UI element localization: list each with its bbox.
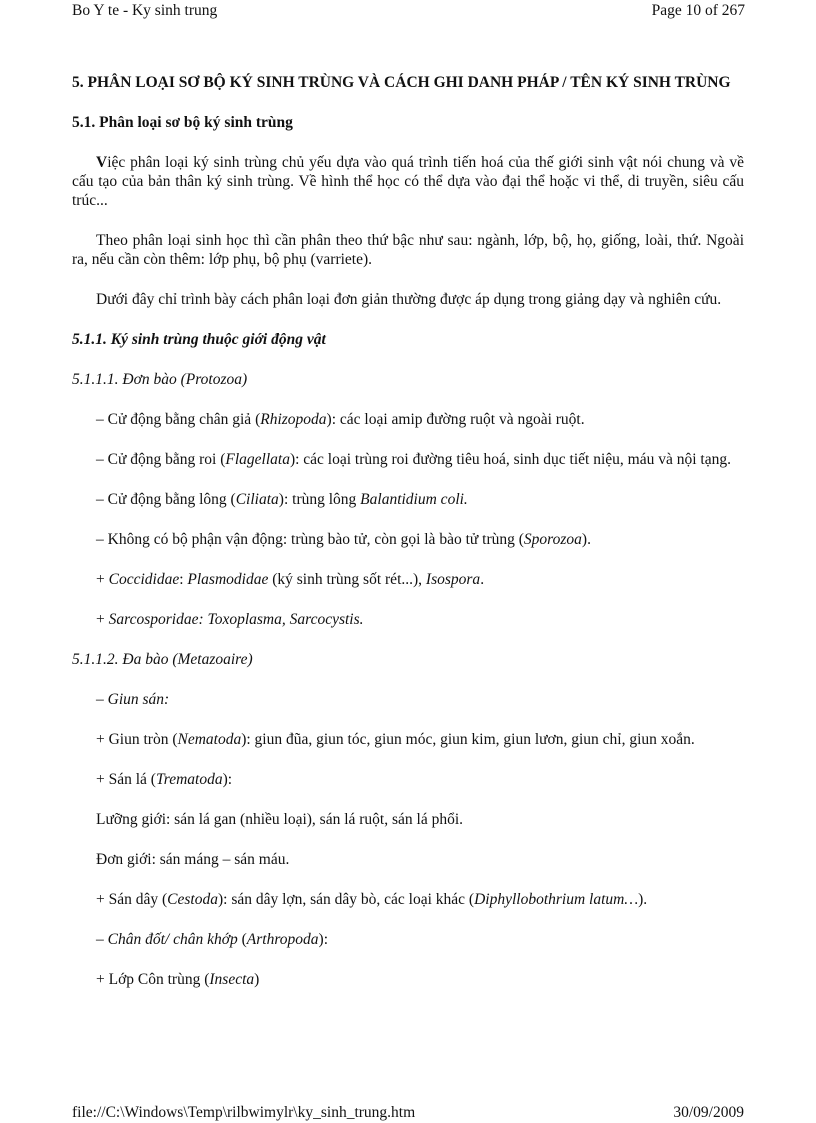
list-item-sporozoa: – Không có bộ phận vận động: trùng bào tử, còn gọi là bào tử trùng (Sporozoa). bbox=[96, 531, 591, 548]
list-item-ciliata: – Cử động bằng lông (Ciliata): trùng lông Balantidium coli. bbox=[96, 491, 468, 508]
list-item-trematoda: + Sán lá (Trematoda): bbox=[96, 771, 233, 788]
list-item-arthropoda: – Chân đốt/ chân khớp (Arthropoda): bbox=[96, 931, 329, 948]
header-title: Bo Y te - Ky sinh trung bbox=[72, 2, 218, 19]
list-item-insecta: + Lớp Côn trùng (Insecta) bbox=[96, 971, 260, 988]
dropcap: V bbox=[96, 154, 108, 171]
list-item-nematoda: + Giun tròn (Nematoda): giun đũa, giun tóc, giun móc, giun kim, giun lươn, giun chỉ, giun xoắn. bbox=[96, 731, 695, 748]
file-path: file://C:\Windows\Temp\rilbwimylr\ky_sinh_trung.htm bbox=[72, 1104, 416, 1121]
heading-5-1-1-1: 5.1.1.1. Đơn bào (Protozoa) bbox=[72, 371, 248, 388]
subsection-title: 5.1. Phân loại sơ bộ ký sinh trùng bbox=[72, 114, 293, 131]
section-title: 5. PHÂN LOẠI SƠ BỘ KÝ SINH TRÙNG VÀ CÁCH GHI DANH PHÁP / TÊN KÝ SINH TRÙNG bbox=[72, 74, 731, 91]
list-item-don-gioi: Đơn giới: sán máng – sán máu. bbox=[96, 851, 290, 868]
list-item-giun-san: – Giun sán: bbox=[96, 691, 170, 708]
list-item-sarcosporidae: + Sarcosporidae: Toxoplasma, Sarcocystis. bbox=[96, 611, 364, 628]
paragraph-intro-text: iệc phân loại ký sinh trùng chủ yếu dựa vào quá trình tiến hoá của thế giới sinh vật nói chung và về cấu tạo của bản thân ký sinh trùng. Về hình thể học có thể dựa vào đại thể hoặc vi thể, di truyền, siêu cấu trúc... bbox=[72, 154, 744, 209]
list-item-luong-gioi: Lưỡng giới: sán lá gan (nhiều loại), sán lá ruột, sán lá phổi. bbox=[96, 811, 464, 828]
heading-5-1-1-2: 5.1.1.2. Đa bào (Metazoaire) bbox=[72, 651, 253, 668]
list-item-cestoda: + Sán dây (Cestoda): sán dây lợn, sán dây bò, các loại khác (Diphyllobothrium latum…). bbox=[96, 891, 648, 908]
paragraph-simple-classification: Dưới đây chỉ trình bày cách phân loại đơn giản thường được áp dụng trong giảng dạy và nghiên cứu. bbox=[96, 291, 722, 308]
list-item-flagellata: – Cử động bằng roi (Flagellata): các loại trùng roi đường tiêu hoá, sinh dục tiết niệu, máu và nội tạng. bbox=[96, 451, 731, 468]
page-number: Page 10 of 267 bbox=[651, 2, 745, 19]
paragraph-intro bbox=[72, 153, 744, 210]
list-item-coccididae: + Coccididae: Plasmodidae (ký sinh trùng sốt rét...), Isospora. bbox=[96, 571, 485, 588]
paragraph-classification: Theo phân loại sinh học thì cần phân theo thứ bậc như sau: ngành, lớp, bộ, họ, giống, loài, thứ. Ngoài ra, nếu cần còn thêm: lớp phụ, bộ phụ (varriete). bbox=[72, 232, 744, 268]
document-body bbox=[72, 73, 744, 1010]
print-date: 30/09/2009 bbox=[673, 1104, 744, 1121]
heading-5-1-1: 5.1.1. Ký sinh trùng thuộc giới động vật bbox=[72, 331, 326, 348]
list-item-rhizopoda: – Cử động bằng chân giả (Rhizopoda): các loại amip đường ruột và ngoài ruột. bbox=[96, 411, 585, 428]
